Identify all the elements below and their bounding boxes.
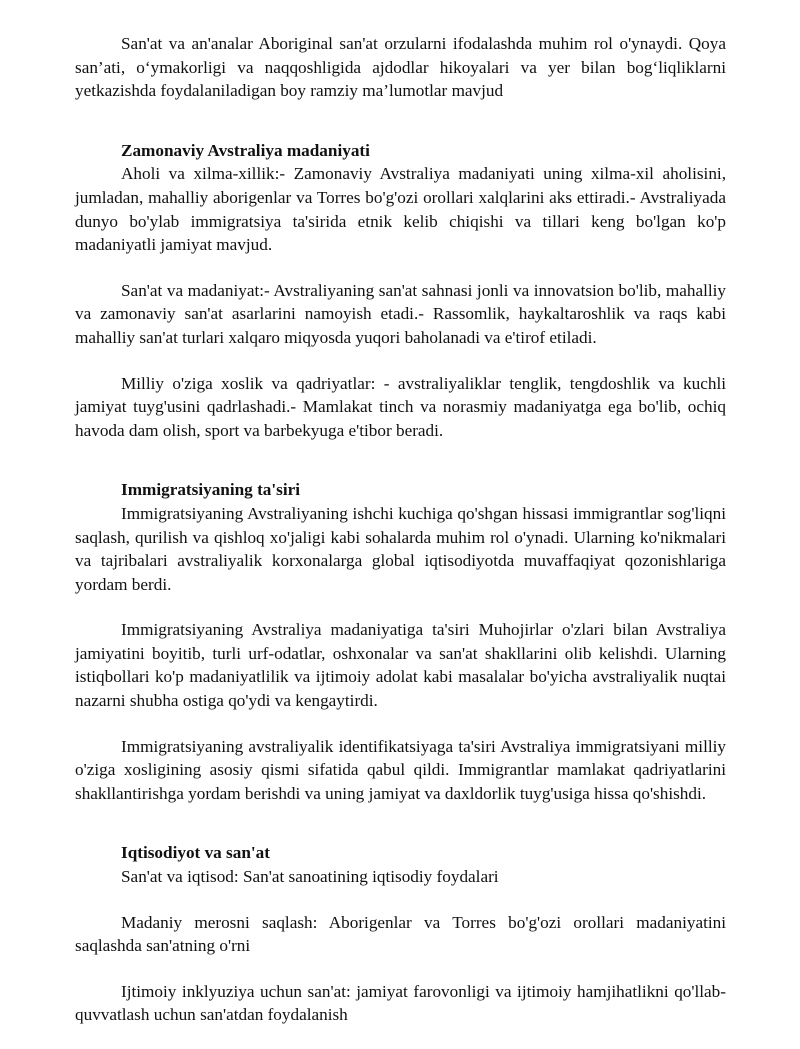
paragraph-art-economy: San'at va iqtisod: San'at sanoatining iqtisodiy foydalari (121, 867, 499, 887)
paragraph-population: Aholi va xilma-xillik:- Zamonaviy Avstraliya madaniyati uning xilma-xil aholisini, jumladan, mahalliy aborigenlar va Torres bo'g'ozi orollari xalqlarini aks ettiradi.- Avstraliyada dunyo bo'ylab immigratsiya ta'sirida etnik kelib chiqishi va tillari keng bo'lgan ko'p madaniyatli jamiyat mavjud. (75, 164, 726, 255)
paragraph-workforce: Immigratsiyaning Avstraliyaning ishchi kuchiga qo'shgan hissasi immigrantlar sog'liqni saqlash, qurilish va qishloq xo'jaligi kabi sohalarda muhim rol o'ynadi. Ularning ko'nikmalari va tajribalari avstraliyalik korxonalarga global iqtisodiyotda muvaffaqiyat qozonishlariga yordam berdi. (75, 503, 726, 594)
paragraph-inclusion: Ijtimoiy inklyuziya uchun san'at: jamiyat farovonligi va ijtimoiy hamjihatlikni qo'llab-quvvatlash uchun san'atdan foydalanish (75, 981, 726, 1025)
paragraph-national-identity: Milliy o'ziga xoslik va qadriyatlar: - avstraliyaliklar tenglik, tengdoshlik va kuchli jamiyat tuyg'usini qadrlashadi.- Mamlakat tinch va norasmiy madaniyatga ega bo'lib, ochiq havoda dam olish, sport va barbekyuga e'tibor beradi. (75, 373, 726, 440)
paragraph-identity-impact: Immigratsiyaning avstraliyalik identifikatsiyaga ta'siri Avstraliya immigratsiyani milliy o'ziga xosligining asosiy qismi sifatida qabul qildi. Immigrantlar mamlakat qadriyatlarini shakllantirishga yordam berishdi va uning jamiyat va daxldorlik tuyg'usiga hissa qo'shishdi. (75, 736, 726, 803)
heading-modern-culture: Zamonaviy Avstraliya madaniyati (121, 140, 370, 160)
heading-immigration-impact: Immigratsiyaning ta'siri (121, 480, 301, 500)
intro-paragraph: San'at va an'analar Aboriginal san'at orzularni ifodalashda muhim rol o'ynaydi. Qoya san’ati, o‘ymakorligi va naqqoshligida ajdodlar hikoyalari va yer bilan bog‘liqliklarni yetkazishda foydalaniladigan boy ramziy ma’lumotlar mavjud (75, 34, 726, 101)
heading-economy-art: Iqtisodiyot va san'at (121, 843, 270, 863)
document-page (75, 32, 726, 1049)
paragraph-art-culture: San'at va madaniyat:- Avstraliyaning san'at sahnasi jonli va innovatsion bo'lib, mahalliy va zamonaviy san'at asarlarini namoyish etadi.- Rassomlik, haykaltaroshlik va raqs kabi mahalliy san'at turlari xalqaro miqyosda yuqori baholanadi va e'tirof etiladi. (75, 280, 726, 347)
paragraph-culture-impact: Immigratsiyaning Avstraliya madaniyatiga ta'siri Muhojirlar o'zlari bilan Avstraliya jamiyatini boyitib, turli urf-odatlar, oshxonalar va san'at shakllarini olib kelishdi. Ularning istiqbollari ko'p madaniyatlilik va ijtimoiy adolat kabi masalalar bo'yicha avstraliyalik nuqtai nazarni shubha ostiga qo'ydi va kengaytirdi. (75, 620, 726, 711)
paragraph-heritage: Madaniy merosni saqlash: Aborigenlar va Torres bo'g'ozi orollari madaniyatini saqlashda san'atning o'rni (75, 912, 726, 956)
